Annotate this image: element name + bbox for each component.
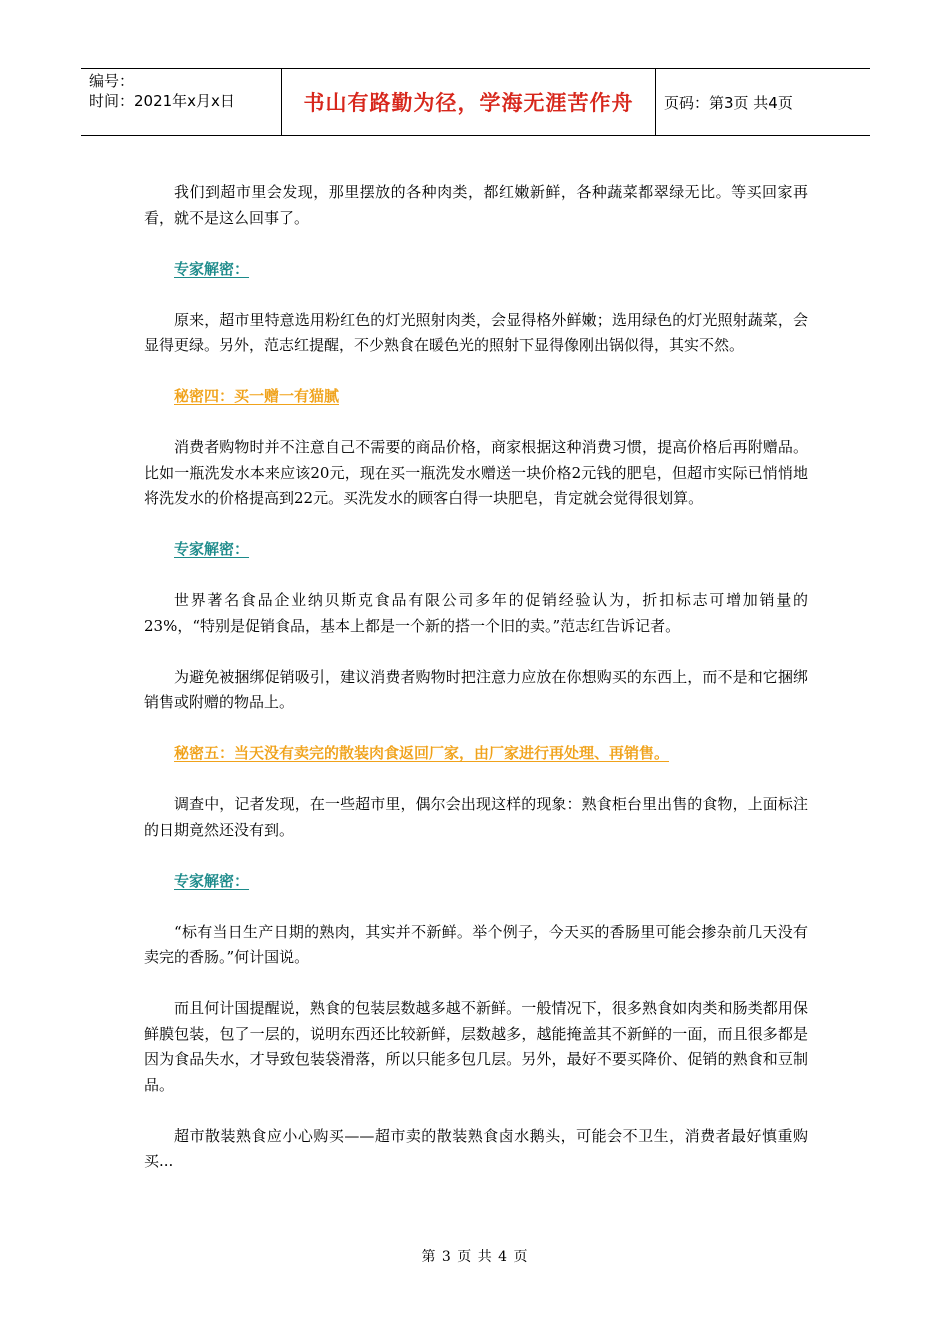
paragraph: 世界著名食品企业纳贝斯克食品有限公司多年的促销经验认为，折扣标志可增加销量的23%，“特别是促销食品，基本上都是一个新的搭一个旧的卖。”范志红告诉记者。 <box>144 591 808 635</box>
paragraph: 原来，超市里特意选用粉红色的灯光照射肉类，会显得格外鲜嫩；选用绿色的灯光照射蔬菜，会显得更绿。另外，范志红提醒，不少熟食在暖色光的照射下显得像刚出锅似得，其实不然。 <box>144 310 808 354</box>
secret-heading <box>144 384 808 410</box>
expert-heading-text: 专家解密： <box>174 871 250 890</box>
document-time-label: 时间：2021年x月x日 <box>89 92 235 110</box>
expert-heading <box>144 537 808 563</box>
paragraph: 超市散装熟食应小心购买——超市卖的散装熟食卤水鹅头，可能会不卫生，消费者最好慎重购买... <box>144 1126 808 1170</box>
expert-heading <box>144 257 808 283</box>
paragraph: 消费者购物时并不注意自己不需要的商品价格，商家根据这种消费习惯，提高价格后再附赠品。比如一瓶洗发水本来应该20元，现在买一瓶洗发水赠送一块价格2元钱的肥皂，但超市实际已悄悄地将洗发水的价格提高到22元。买洗发水的顾客白得一块肥皂，肯定就会觉得很划算。 <box>144 438 808 507</box>
document-number-label: 编号： <box>89 72 135 90</box>
page-footer: 第 3 页 共 4 页 <box>421 1249 529 1265</box>
paragraph: “标有当日生产日期的熟肉，其实并不新鲜。举个例子，今天买的香肠里可能会掺杂前几天没有卖完的香肠。”何计国说。 <box>144 922 808 966</box>
paragraph: 为避免被捆绑促销吸引，建议消费者购物时把注意力应放在你想购买的东西上，而不是和它捆绑销售或附赠的物品上。 <box>144 667 808 711</box>
secret-heading <box>144 741 808 767</box>
document-header <box>81 68 870 136</box>
document-body <box>144 180 808 1175</box>
header-page-info-cell <box>656 69 870 135</box>
expert-heading-text: 专家解密： <box>174 259 250 278</box>
secret-heading-text: 秘密五：当天没有卖完的散装肉食返回厂家，由厂家进行再处理、再销售。 <box>174 744 670 762</box>
paragraph: 调查中，记者发现，在一些超市里，偶尔会出现这样的现象：熟食柜台里出售的食物，上面标注的日期竟然还没有到。 <box>144 795 808 839</box>
paragraph: 而且何计国提醒说，熟食的包装层数越多越不新鲜。一般情况下，很多熟食如肉类和肠类都用保鲜膜包装，包了一层的，说明东西还比较新鲜，层数越多，越能掩盖其不新鲜的一面，而且很多都是因为食品失水，才导致包装袋滑落，所以只能多包几层。另外，最好不要买降价、促销的熟食和豆制品。 <box>144 999 808 1094</box>
header-meta <box>81 69 282 135</box>
expert-heading-text: 专家解密： <box>174 540 250 558</box>
expert-heading <box>144 869 808 895</box>
header-motto-cell <box>282 69 656 135</box>
paragraph: 我们到超市里会发现，那里摆放的各种肉类，都红嫩新鲜，各种蔬菜都翠绿无比。等买回家再看，就不是这么回事了。 <box>144 183 808 227</box>
header-motto: 书山有路勤为径，学海无涯苦作舟 <box>303 91 634 115</box>
header-page-info: 页码：第3页 共4页 <box>664 93 793 112</box>
secret-heading-text: 秘密四：买一赠一有猫腻 <box>174 387 340 405</box>
